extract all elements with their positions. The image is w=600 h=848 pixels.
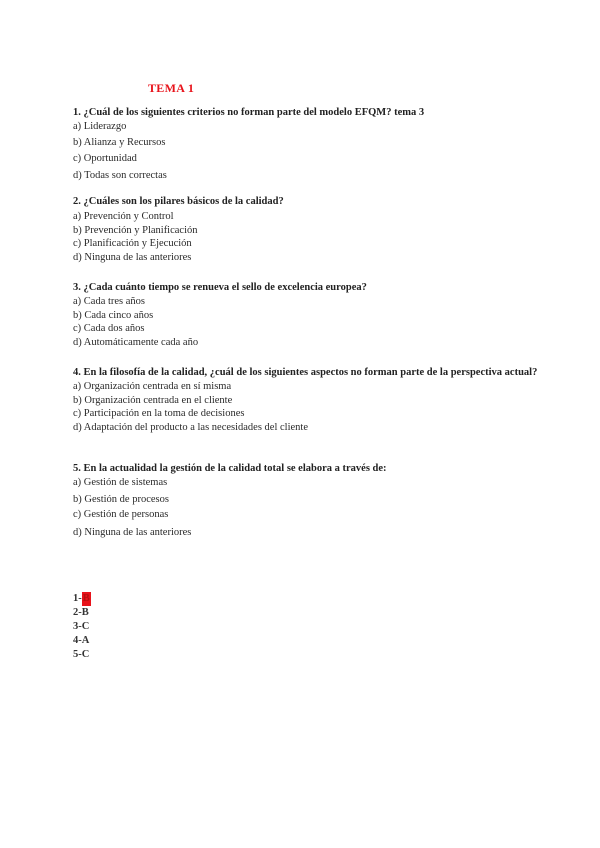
- answer-key: [73, 592, 91, 662]
- question-2-option-b: b) Prevención y Planificación: [73, 224, 198, 236]
- question-5-option-c: c) Gestión de personas: [73, 509, 169, 520]
- answer-3: 3-C: [73, 621, 90, 632]
- question-3-text: 3. ¿Cada cuánto tiempo se renueva el sello de excelencia europea?: [73, 282, 367, 293]
- question-1-text: 1. ¿Cuál de los siguientes criterios no forman parte del modelo EFQM? tema 3: [73, 107, 425, 118]
- question-2-option-d: d) Ninguna de las anteriores: [73, 251, 192, 263]
- question-3-option-d: d) Automáticamente cada año: [73, 336, 199, 348]
- question-4-text: 4. En la filosofía de la calidad, ¿cuál de los siguientes aspectos no forman parte de la perspectiva actual?: [73, 367, 538, 378]
- question-4-option-c: c) Participación en la toma de decisiones: [73, 408, 245, 419]
- question-4: [73, 366, 543, 434]
- question-5-option-d: d) Ninguna de las anteriores: [73, 526, 192, 538]
- question-3-option-a: a) Cada tres años: [73, 296, 146, 307]
- question-4-option-b: b) Organización centrada en el cliente: [73, 394, 233, 406]
- question-4-option-d: d) Adaptación del producto a las necesidades del cliente: [73, 421, 308, 433]
- question-3-option-c: c) Cada dos años: [73, 323, 145, 334]
- page-title: TEMA 1: [148, 81, 195, 95]
- question-1-option-d: d) Todas son correctas: [73, 169, 167, 181]
- answer-1: [73, 592, 91, 606]
- question-2-text: 2. ¿Cuáles son los pilares básicos de la calidad?: [73, 196, 284, 207]
- answer-4: 4-A: [73, 635, 90, 646]
- question-1-option-b: b) Alianza y Recursos: [73, 136, 166, 148]
- question-1: [73, 106, 543, 182]
- question-5: [73, 462, 543, 539]
- answer-2: 2-B: [73, 607, 89, 618]
- question-2: [73, 195, 543, 264]
- question-4-option-a: a) Organización centrada en sí misma: [73, 381, 232, 392]
- question-5-text: 5. En la actualidad la gestión de la calidad total se elabora a través de:: [73, 463, 387, 474]
- question-2-option-a: a) Prevención y Control: [73, 211, 174, 222]
- question-3-option-b: b) Cada cinco años: [73, 309, 154, 321]
- answer-5: 5-C: [73, 649, 90, 660]
- question-5-option-a: a) Gestión de sistemas: [73, 477, 168, 488]
- question-1-option-a: a) Liderazgo: [73, 121, 127, 132]
- question-5-option-b: b) Gestión de procesos: [73, 493, 169, 505]
- answer-1-prefix: 1-: [73, 593, 82, 604]
- question-2-option-c: c) Planificación y Ejecución: [73, 238, 192, 249]
- answer-1-highlight: B: [82, 593, 90, 604]
- question-1-option-c: c) Oportunidad: [73, 153, 137, 164]
- question-3: [73, 281, 543, 349]
